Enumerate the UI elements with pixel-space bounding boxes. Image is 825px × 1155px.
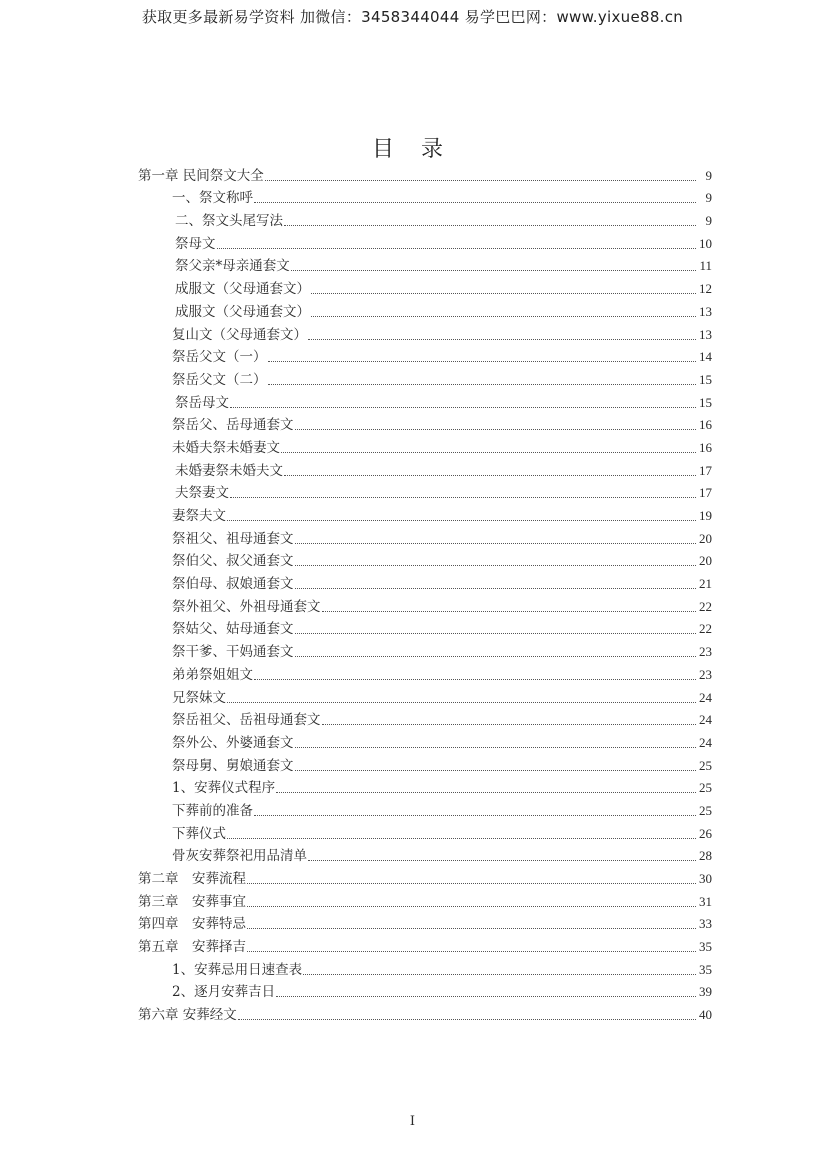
- dot-leader: [281, 452, 696, 453]
- toc-entry-page: 17: [699, 485, 712, 501]
- toc-entry-page: 35: [699, 939, 712, 955]
- toc-entry-page: 24: [699, 734, 712, 750]
- dot-leader: [308, 339, 696, 340]
- toc-entry-page: 30: [699, 871, 712, 886]
- toc-entry[interactable]: [138, 412, 712, 435]
- toc-entry-page: 20: [699, 530, 712, 546]
- toc-entry-label: 第一章 民间祭文大全: [138, 167, 264, 184]
- dot-leader: [268, 361, 697, 362]
- toc-entry-label: 2、逐月安葬吉日: [172, 984, 276, 1001]
- dot-leader: [295, 543, 697, 544]
- toc-entry-page: 14: [699, 349, 712, 365]
- dot-leader: [308, 860, 696, 861]
- toc-entry-page: 19: [699, 508, 712, 523]
- toc-entry-label: 1、安葬忌用日速查表: [172, 961, 303, 978]
- toc-entry[interactable]: [138, 729, 712, 752]
- toc-entry-label: 祭伯母、叔娘通套文: [172, 576, 294, 593]
- dot-leader: [254, 202, 696, 203]
- dot-leader: [295, 429, 697, 430]
- toc-entry-page: 9: [705, 213, 712, 229]
- toc-entry[interactable]: [138, 661, 712, 684]
- toc-entry[interactable]: [138, 797, 712, 820]
- dot-leader: [295, 633, 697, 634]
- dot-leader: [254, 815, 696, 816]
- dot-leader: [230, 407, 696, 408]
- dot-leader: [322, 611, 697, 612]
- toc-entry-label: 祭外公、外婆通套文: [172, 734, 294, 751]
- toc-entry[interactable]: [138, 344, 712, 367]
- toc-entry[interactable]: [138, 185, 712, 208]
- dot-leader: [295, 656, 697, 657]
- toc-entry[interactable]: [138, 638, 712, 661]
- toc-entry[interactable]: [138, 570, 712, 593]
- toc-entry[interactable]: [138, 752, 712, 775]
- toc-entry[interactable]: [138, 593, 712, 616]
- dot-leader: [322, 724, 697, 725]
- toc-entry-page: 23: [699, 666, 712, 682]
- toc-entry[interactable]: [138, 775, 712, 798]
- toc-entry-label: 骨灰安葬祭祀用品清单: [172, 848, 307, 865]
- toc-entry-label: 第四章 安葬特忌: [138, 916, 246, 933]
- toc-entry-page: 16: [699, 417, 712, 433]
- toc-entry-page: 26: [699, 825, 712, 841]
- toc-entry-label: 1、安葬仪式程序: [172, 780, 276, 797]
- dot-leader: [217, 248, 697, 249]
- toc-entry-page: 24: [699, 689, 712, 705]
- toc-entry-label: 兄祭妹文: [172, 689, 226, 706]
- dot-leader: [303, 974, 696, 975]
- toc-entry-label: 未婚夫祭未婚妻文: [172, 439, 280, 456]
- toc-entry[interactable]: [138, 502, 712, 525]
- toc-entry[interactable]: [138, 843, 712, 866]
- toc-entry[interactable]: [138, 298, 712, 321]
- watermark-header: 获取更多最新易学资料 加微信：3458344044 易学巴巴网：www.yixue88.cn: [141, 8, 684, 26]
- dot-leader: [227, 838, 696, 839]
- toc-entry[interactable]: [138, 207, 712, 230]
- toc-entry[interactable]: [138, 321, 712, 344]
- toc-entry-label: 祭母舅、舅娘通套文: [172, 757, 294, 774]
- toc-entry-label: 第六章 安葬经文: [138, 1007, 237, 1024]
- dot-leader: [276, 996, 696, 997]
- toc-entry[interactable]: [138, 480, 712, 503]
- toc-entry[interactable]: [138, 366, 712, 389]
- toc-entry-label: 未婚妻祭未婚夫文: [175, 462, 283, 479]
- toc-entry-label: 二、祭文头尾写法: [175, 213, 283, 230]
- table-of-contents: [138, 162, 712, 1024]
- dot-leader: [276, 792, 696, 793]
- toc-entry-page: 12: [699, 281, 712, 297]
- toc-entry-label: 成服文（父母通套文）: [175, 281, 310, 298]
- toc-entry-page: 40: [699, 1007, 712, 1023]
- toc-entry-label: 第五章 安葬择吉: [138, 939, 246, 956]
- toc-entry-label: 下葬仪式: [172, 825, 226, 842]
- toc-entry-label: 祭母文: [175, 235, 216, 252]
- dot-leader: [254, 679, 696, 680]
- toc-entry-label: 一、祭文称呼: [172, 190, 253, 207]
- toc-entry-page: 11: [699, 258, 712, 274]
- toc-entry-page: 25: [699, 802, 712, 818]
- toc-entry-page: 10: [699, 235, 712, 251]
- toc-entry-label: 下葬前的准备: [172, 802, 253, 819]
- toc-entry-label: 祭岳母文: [175, 394, 229, 411]
- dot-leader: [295, 747, 697, 748]
- toc-entry-label: 祭外祖父、外祖母通套文: [172, 598, 321, 615]
- toc-entry-page: 17: [699, 462, 712, 478]
- toc-entry-label: 祭岳父文（一）: [172, 349, 267, 366]
- dot-leader: [295, 565, 697, 566]
- toc-entry[interactable]: [138, 956, 712, 979]
- toc-entry-page: 15: [699, 394, 712, 410]
- toc-entry[interactable]: [138, 548, 712, 571]
- toc-entry-page: 28: [699, 848, 712, 864]
- toc-entry[interactable]: [138, 888, 712, 911]
- toc-entry-label: 祭干爹、干妈通套文: [172, 644, 294, 661]
- toc-entry[interactable]: [138, 230, 712, 253]
- toc-entry-label: 祭伯父、叔父通套文: [172, 553, 294, 570]
- dot-leader: [265, 180, 696, 181]
- toc-entry[interactable]: [138, 1001, 712, 1024]
- toc-entry-page: 13: [699, 303, 712, 319]
- toc-entry-page: 31: [699, 893, 712, 909]
- toc-entry-label: 妻祭夫文: [172, 508, 226, 524]
- toc-entry[interactable]: [138, 684, 712, 707]
- dot-leader: [247, 883, 696, 884]
- toc-entry-label: 祭祖父、祖母通套文: [172, 530, 294, 547]
- toc-entry-page: 25: [699, 780, 712, 796]
- toc-entry-page: 15: [699, 371, 712, 387]
- toc-entry-page: 9: [705, 190, 712, 206]
- toc-entry-page: 24: [699, 712, 712, 728]
- toc-entry[interactable]: [138, 525, 712, 548]
- dot-leader: [247, 906, 696, 907]
- toc-entry[interactable]: [138, 933, 712, 956]
- dot-leader: [311, 316, 696, 317]
- dot-leader: [291, 270, 696, 271]
- toc-entry[interactable]: [138, 389, 712, 412]
- dot-leader: [311, 293, 696, 294]
- dot-leader: [268, 384, 697, 385]
- toc-entry[interactable]: [138, 434, 712, 457]
- dot-leader: [284, 475, 696, 476]
- dot-leader: [247, 928, 696, 929]
- toc-entry-label: 第三章 安葬事宜: [138, 893, 246, 910]
- toc-entry[interactable]: [138, 979, 712, 1002]
- toc-entry-label: 夫祭妻文: [175, 485, 229, 502]
- toc-entry[interactable]: [138, 865, 712, 888]
- toc-entry[interactable]: [138, 162, 712, 185]
- toc-entry-page: 33: [699, 916, 712, 932]
- dot-leader: [238, 1019, 696, 1020]
- toc-entry[interactable]: [138, 820, 712, 843]
- dot-leader: [227, 520, 696, 521]
- toc-entry-label: 成服文（父母通套文）: [175, 303, 310, 320]
- dot-leader: [230, 497, 696, 498]
- dot-leader: [227, 702, 696, 703]
- page-title: 目 录: [372, 137, 453, 162]
- toc-entry[interactable]: [138, 253, 712, 276]
- toc-entry-page: 39: [699, 984, 712, 1000]
- toc-entry-page: 22: [699, 621, 712, 637]
- toc-entry-page: 35: [699, 961, 712, 977]
- toc-entry[interactable]: [138, 707, 712, 730]
- toc-entry-label: 祭姑父、姑母通套文: [172, 621, 294, 638]
- toc-entry-page: 23: [699, 644, 712, 660]
- toc-entry-label: 复山文（父母通套文）: [172, 326, 307, 343]
- dot-leader: [284, 225, 696, 226]
- toc-entry-label: 祭父亲*母亲通套文: [175, 258, 290, 275]
- toc-entry-label: 祭岳父文（二）: [172, 371, 267, 388]
- toc-entry-page: 16: [699, 439, 712, 455]
- dot-leader: [247, 951, 696, 952]
- toc-entry[interactable]: [138, 911, 712, 934]
- toc-entry[interactable]: [138, 275, 712, 298]
- toc-entry-page: 21: [699, 576, 712, 592]
- toc-entry-label: 祭岳祖父、岳祖母通套文: [172, 712, 321, 729]
- toc-entry-label: 第二章 安葬流程: [138, 871, 246, 887]
- dot-leader: [295, 588, 697, 589]
- toc-entry[interactable]: [138, 457, 712, 480]
- toc-entry-label: 祭岳父、岳母通套文: [172, 417, 294, 434]
- toc-entry-page: 9: [705, 167, 712, 183]
- toc-entry-page: 20: [699, 553, 712, 569]
- dot-leader: [295, 770, 697, 771]
- toc-entry-page: 13: [699, 326, 712, 342]
- toc-entry-page: 25: [699, 757, 712, 773]
- toc-entry[interactable]: [138, 616, 712, 639]
- toc-entry-page: 22: [699, 598, 712, 614]
- page-number: I: [409, 1114, 416, 1129]
- toc-entry-label: 弟弟祭姐姐文: [172, 666, 253, 683]
